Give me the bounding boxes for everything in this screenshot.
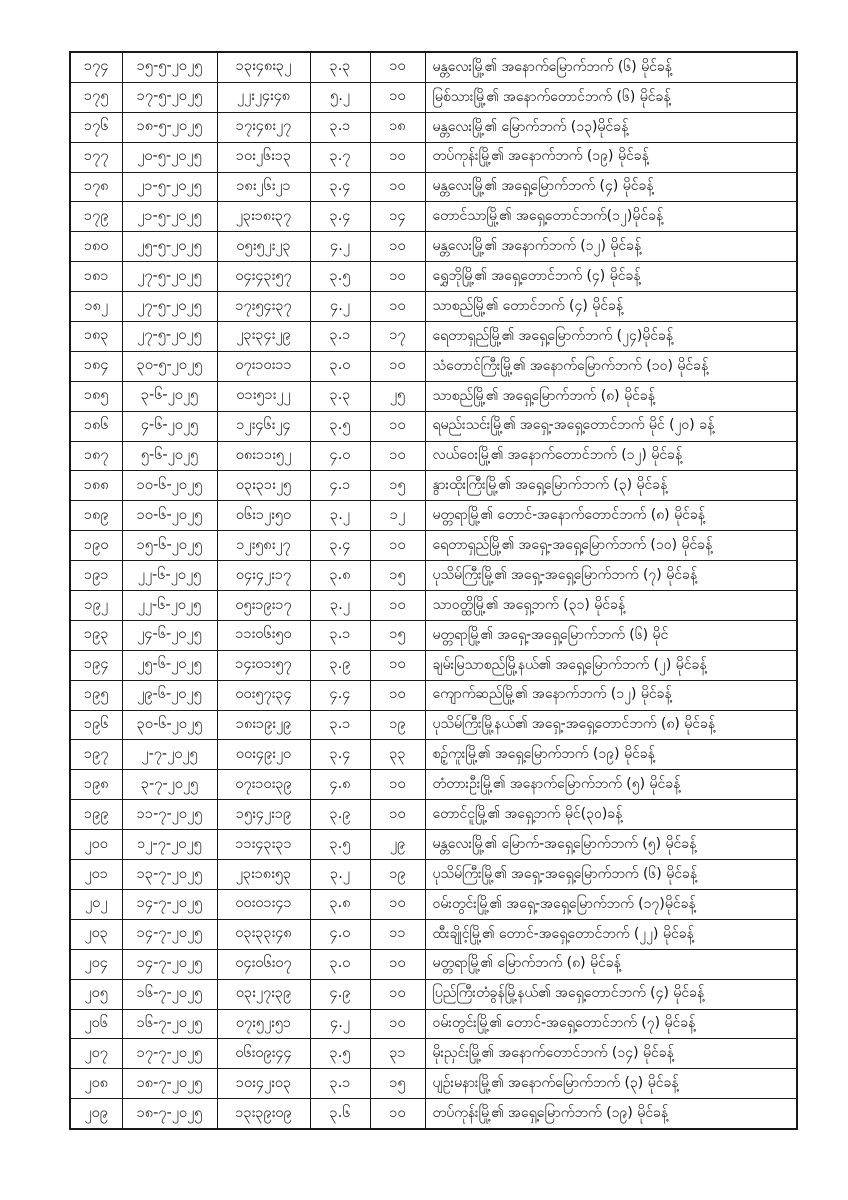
table-row bbox=[70, 351, 797, 381]
table-row bbox=[70, 1069, 797, 1099]
cell-magnitude: ၄.၀ bbox=[310, 441, 370, 471]
cell-time: ၁၂း၄၆း၂၄ bbox=[217, 411, 310, 441]
cell-date: ၂၇-၅-၂၀၂၅ bbox=[122, 322, 217, 352]
cell-time: ၁၈း၂၆း၂၁ bbox=[217, 172, 310, 202]
cell-time: ၁၁း၀၆း၅၀ bbox=[217, 620, 310, 650]
cell-magnitude: ၃.၃ bbox=[310, 52, 370, 82]
table-row bbox=[70, 531, 797, 561]
cell-time: ၀၈း၁၁း၅၂ bbox=[217, 441, 310, 471]
cell-time: ၁၅း၄၂း၁၉ bbox=[217, 800, 310, 830]
table-row bbox=[70, 1009, 797, 1039]
cell-time: ၁၃း၄၈း၃၂ bbox=[217, 52, 310, 82]
table-row bbox=[70, 949, 797, 979]
cell-location: သံတောင်ကြီးမြို့၏ အနောက်မြောက်ဘက် (၁၀) မိုင်ခန့် bbox=[425, 351, 797, 381]
cell-date: ၁၀-၆-၂၀၂၅ bbox=[122, 471, 217, 501]
cell-depth: ၁၇ bbox=[370, 322, 425, 352]
cell-location: ရေတာရှည်မြို့၏ အရှေ့-အရှေ့မြောက်ဘက် (၁၀) မိုင်ခန့် bbox=[425, 531, 797, 561]
cell-date: ၄-၆-၂၀၂၅ bbox=[122, 411, 217, 441]
cell-depth: ၁၀ bbox=[370, 82, 425, 112]
cell-date: ၁၁-၇-၂၀၂၅ bbox=[122, 800, 217, 830]
cell-date: ၁၄-၇-၂၀၂၅ bbox=[122, 919, 217, 949]
cell-row-number: ၂၀၆ bbox=[70, 1009, 122, 1039]
cell-magnitude: ၃.၀ bbox=[310, 949, 370, 979]
table-row bbox=[70, 202, 797, 232]
cell-depth: ၁၉ bbox=[370, 710, 425, 740]
table-row bbox=[70, 830, 797, 860]
cell-date: ၁၃-၇-၂၀၂၅ bbox=[122, 860, 217, 890]
cell-time: ၀၀း၄၉း၂၀ bbox=[217, 740, 310, 770]
cell-time: ၁၄း၀၁း၅၇ bbox=[217, 650, 310, 680]
cell-magnitude: ၃.၉ bbox=[310, 800, 370, 830]
table-row bbox=[70, 112, 797, 142]
cell-row-number: ၂၀၉ bbox=[70, 1099, 122, 1129]
cell-time: ၀၆း၁၂း၅၀ bbox=[217, 501, 310, 531]
cell-location: သာစည်မြို့၏ အရှေ့မြောက်ဘက် (၈) မိုင်ခန့် bbox=[425, 381, 797, 411]
table-row bbox=[70, 680, 797, 710]
table-row bbox=[70, 919, 797, 949]
cell-location: ရေတာရှည်မြို့၏ အရှေ့မြောက်ဘက် (၂၄)မိုင်ခန့် bbox=[425, 322, 797, 352]
table-row bbox=[70, 710, 797, 740]
cell-magnitude: ၃.၅ bbox=[310, 830, 370, 860]
cell-date: ၁၈-၇-၂၀၂၅ bbox=[122, 1099, 217, 1129]
cell-time: ၁၇း၄၈း၂၇ bbox=[217, 112, 310, 142]
cell-depth: ၁၀ bbox=[370, 650, 425, 680]
cell-location: နွားထိုးကြီးမြို့၏ အရှေ့မြောက်ဘက် (၃) မိုင်ခန့် bbox=[425, 471, 797, 501]
cell-time: ၂၃း၃၄း၂၉ bbox=[217, 322, 310, 352]
cell-row-number: ၁၉၇ bbox=[70, 740, 122, 770]
cell-date: ၂၅-၅-၂၀၂၅ bbox=[122, 232, 217, 262]
cell-time: ၀၄း၀၆း၀၇ bbox=[217, 949, 310, 979]
cell-location: သာစည်မြို့၏ တောင်ဘက် (၄) မိုင်ခန့် bbox=[425, 292, 797, 322]
cell-row-number: ၁၈၇ bbox=[70, 441, 122, 471]
cell-row-number: ၁၈၄ bbox=[70, 351, 122, 381]
cell-location: စဥ့်ကူးမြို့၏ အရှေ့မြောက်ဘက် (၁၉) မိုင်ခန့် bbox=[425, 740, 797, 770]
cell-time: ၂၂း၂၄း၄၈ bbox=[217, 82, 310, 112]
cell-magnitude: ၄.၂ bbox=[310, 1009, 370, 1039]
cell-depth: ၁၀ bbox=[370, 262, 425, 292]
cell-depth: ၁၀ bbox=[370, 1099, 425, 1129]
cell-location: ကျောက်ဆည်မြို့၏ အနောက်ဘက် (၁၂) မိုင်ခန့် bbox=[425, 680, 797, 710]
table-row bbox=[70, 82, 797, 112]
cell-depth: ၁၀ bbox=[370, 680, 425, 710]
cell-row-number: ၁၉၃ bbox=[70, 620, 122, 650]
cell-time: ၀၇း၅၂း၅၁ bbox=[217, 1009, 310, 1039]
cell-row-number: ၁၉၅ bbox=[70, 680, 122, 710]
table-row bbox=[70, 1039, 797, 1069]
cell-depth: ၁၀ bbox=[370, 800, 425, 830]
cell-magnitude: ၃.၀ bbox=[310, 351, 370, 381]
cell-date: ၁၄-၇-၂၀၂၅ bbox=[122, 889, 217, 919]
cell-location: ဝမ်းတွင်းမြို့၏ တောင်-အရှေ့တောင်ဘက် (၇) မိုင်ခန့် bbox=[425, 1009, 797, 1039]
cell-magnitude: ၃.၂ bbox=[310, 501, 370, 531]
cell-date: ၃၀-၆-၂၀၂၅ bbox=[122, 710, 217, 740]
cell-magnitude: ၃.၅ bbox=[310, 1039, 370, 1069]
cell-date: ၂၄-၆-၂၀၂၅ bbox=[122, 620, 217, 650]
cell-location: တပ်ကုန်းမြို့၏ အရှေ့မြောက်ဘက် (၁၉) မိုင်ခန့် bbox=[425, 1099, 797, 1129]
cell-time: ၁၃း၃၉း၀၉ bbox=[217, 1099, 310, 1129]
table-row bbox=[70, 650, 797, 680]
cell-location: တောင်သာမြို့၏ အရှေ့တောင်ဘက်(၁၂)မိုင်ခန့် bbox=[425, 202, 797, 232]
cell-magnitude: ၄.၁ bbox=[310, 471, 370, 501]
cell-depth: ၂၉ bbox=[370, 830, 425, 860]
cell-time: ၀၄း၄၃း၅၇ bbox=[217, 262, 310, 292]
cell-date: ၂၉-၆-၂၀၂၅ bbox=[122, 680, 217, 710]
cell-depth: ၃၃ bbox=[370, 740, 425, 770]
cell-depth: ၁၅ bbox=[370, 1069, 425, 1099]
table-row bbox=[70, 800, 797, 830]
cell-row-number: ၂၀၄ bbox=[70, 949, 122, 979]
cell-date: ၂-၇-၂၀၂၅ bbox=[122, 740, 217, 770]
cell-depth: ၁၉ bbox=[370, 860, 425, 890]
cell-row-number: ၁၈၀ bbox=[70, 232, 122, 262]
cell-date: ၁၆-၇-၂၀၂၅ bbox=[122, 1009, 217, 1039]
cell-time: ၁၀း၄၂း၀၃ bbox=[217, 1069, 310, 1099]
cell-location: ပုသိမ်ကြီးမြို့နယ်၏ အရှေ့-အရှေ့တောင်ဘက် (၈) မိုင်ခန့် bbox=[425, 710, 797, 740]
table-row bbox=[70, 561, 797, 591]
cell-date: ၂၂-၆-၂၀၂၅ bbox=[122, 561, 217, 591]
cell-row-number: ၁၈၂ bbox=[70, 292, 122, 322]
table-row bbox=[70, 770, 797, 800]
cell-date: ၁၈-၅-၂၀၂၅ bbox=[122, 112, 217, 142]
cell-time: ၀၁း၅၁း၂၂ bbox=[217, 381, 310, 411]
cell-magnitude: ၃.၁ bbox=[310, 710, 370, 740]
cell-depth: ၁၀ bbox=[370, 232, 425, 262]
cell-location: မန္တလေးမြို့၏ အရှေ့မြောက်ဘက် (၄) မိုင်ခန့် bbox=[425, 172, 797, 202]
cell-magnitude: ၃.၁ bbox=[310, 322, 370, 352]
cell-row-number: ၁၉၂ bbox=[70, 591, 122, 621]
cell-location: တပ်ကုန်းမြို့၏ အနောက်ဘက် (၁၉) မိုင်ခန့် bbox=[425, 142, 797, 172]
cell-magnitude: ၄.၉ bbox=[310, 979, 370, 1009]
cell-date: ၁၅-၅-၂၀၂၅ bbox=[122, 52, 217, 82]
table-row bbox=[70, 322, 797, 352]
cell-depth: ၁၀ bbox=[370, 142, 425, 172]
cell-row-number: ၂၀၈ bbox=[70, 1069, 122, 1099]
cell-row-number: ၂၀၇ bbox=[70, 1039, 122, 1069]
cell-time: ၁၂း၅၈း၂၇ bbox=[217, 531, 310, 561]
cell-time: ၀၄း၄၂း၁၇ bbox=[217, 561, 310, 591]
cell-date: ၂၇-၅-၂၀၂၅ bbox=[122, 292, 217, 322]
cell-location: မန္တလေးမြို့၏ မြောက်ဘက် (၁၃)မိုင်ခန့် bbox=[425, 112, 797, 142]
cell-row-number: ၁၈၁ bbox=[70, 262, 122, 292]
table-row bbox=[70, 172, 797, 202]
cell-time: ၁၈း၁၉း၂၉ bbox=[217, 710, 310, 740]
cell-location: တံတားဦးမြို့၏ အနောက်မြောက်ဘက် (၅) မိုင်ခန့် bbox=[425, 770, 797, 800]
table-row bbox=[70, 501, 797, 531]
cell-date: ၃-၆-၂၀၂၅ bbox=[122, 381, 217, 411]
cell-depth: ၂၅ bbox=[370, 381, 425, 411]
cell-depth: ၃၁ bbox=[370, 1039, 425, 1069]
cell-magnitude: ၄.၄ bbox=[310, 680, 370, 710]
cell-depth: ၁၈ bbox=[370, 112, 425, 142]
cell-magnitude: ၃.၉ bbox=[310, 650, 370, 680]
cell-location: မတ္တရာမြို့၏ မြောက်ဘက် (၈) မိုင်ခန့် bbox=[425, 949, 797, 979]
cell-location: မတ္တရာမြို့၏ တောင်-အနောက်တောင်ဘက် (၈) မိုင်ခန့် bbox=[425, 501, 797, 531]
cell-depth: ၁၁ bbox=[370, 919, 425, 949]
cell-location: ပျဥ်းမနားမြို့၏ အနောက်မြောက်ဘက် (၃) မိုင်ခန့် bbox=[425, 1069, 797, 1099]
cell-location: မြစ်သားမြို့၏ အနောက်တောင်ဘက် (၆) မိုင်ခန့် bbox=[425, 82, 797, 112]
cell-depth: ၁၀ bbox=[370, 411, 425, 441]
cell-location: မတ္တရာမြို့၏ အရှေ့-အရှေ့မြောက်ဘက် (၆) မိုင် bbox=[425, 620, 797, 650]
cell-time: ၁၀း၂၆း၁၃ bbox=[217, 142, 310, 172]
cell-date: ၂၇-၅-၂၀၂၅ bbox=[122, 262, 217, 292]
cell-magnitude: ၃.၁ bbox=[310, 112, 370, 142]
cell-location: တောင်ငူမြို့၏ အရှေ့ဘက် မိုင်(၃၀)ခန့် bbox=[425, 800, 797, 830]
cell-row-number: ၁၇၄ bbox=[70, 52, 122, 82]
table-row bbox=[70, 889, 797, 919]
cell-location: ထီးချိုင့်မြို့၏ တောင်-အရှေ့တောင်ဘက် (၂၂) မိုင်ခန့် bbox=[425, 919, 797, 949]
cell-time: ၀၅း၁၉း၁၇ bbox=[217, 591, 310, 621]
cell-row-number: ၁၉၈ bbox=[70, 770, 122, 800]
table-row bbox=[70, 142, 797, 172]
cell-depth: ၁၄ bbox=[370, 202, 425, 232]
cell-magnitude: ၃.၅ bbox=[310, 411, 370, 441]
table-row bbox=[70, 979, 797, 1009]
cell-time: ၀၇း၁၀း၃၉ bbox=[217, 770, 310, 800]
cell-row-number: ၁၉၀ bbox=[70, 531, 122, 561]
table-row bbox=[70, 620, 797, 650]
cell-row-number: ၂၀၁ bbox=[70, 860, 122, 890]
cell-date: ၂၅-၆-၂၀၂၅ bbox=[122, 650, 217, 680]
cell-magnitude: ၃.၄ bbox=[310, 172, 370, 202]
cell-row-number: ၂၀၂ bbox=[70, 889, 122, 919]
cell-depth: ၁၅ bbox=[370, 561, 425, 591]
table-row bbox=[70, 381, 797, 411]
cell-location: ပုသိမ်ကြီးမြို့၏ အရှေ့-အရှေ့မြောက်ဘက် (၇) မိုင်ခန့် bbox=[425, 561, 797, 591]
cell-location: ပုသိမ်ကြီးမြို့၏ အရှေ့-အရှေ့မြောက်ဘက် (၆) မိုင်ခန့် bbox=[425, 860, 797, 890]
cell-depth: ၁၀ bbox=[370, 351, 425, 381]
cell-depth: ၁၂ bbox=[370, 501, 425, 531]
cell-time: ၁၇း၅၄း၃၇ bbox=[217, 292, 310, 322]
cell-time: ၂၃း၁၈း၅၃ bbox=[217, 860, 310, 890]
cell-row-number: ၁၉၁ bbox=[70, 561, 122, 591]
cell-magnitude: ၃.၈ bbox=[310, 561, 370, 591]
cell-magnitude: ၃.၄ bbox=[310, 531, 370, 561]
table-row bbox=[70, 441, 797, 471]
cell-magnitude: ၃.၇ bbox=[310, 142, 370, 172]
cell-time: ၀၀း၀၁း၄၁ bbox=[217, 889, 310, 919]
table-row bbox=[70, 471, 797, 501]
cell-magnitude: ၃.၄ bbox=[310, 202, 370, 232]
cell-time: ၀၅း၅၂း၂၃ bbox=[217, 232, 310, 262]
cell-magnitude: ၃.၈ bbox=[310, 889, 370, 919]
table-row bbox=[70, 262, 797, 292]
earthquake-table bbox=[69, 51, 798, 1130]
table-row bbox=[70, 52, 797, 82]
cell-magnitude: ၃.၄ bbox=[310, 740, 370, 770]
cell-depth: ၁၀ bbox=[370, 979, 425, 1009]
cell-row-number: ၁၈၆ bbox=[70, 411, 122, 441]
cell-date: ၂၁-၅-၂၀၂၅ bbox=[122, 172, 217, 202]
table-row bbox=[70, 411, 797, 441]
cell-magnitude: ၃.၁ bbox=[310, 620, 370, 650]
table-row bbox=[70, 591, 797, 621]
cell-date: ၂၀-၅-၂၀၂၅ bbox=[122, 142, 217, 172]
cell-time: ၂၃း၁၈း၃၇ bbox=[217, 202, 310, 232]
cell-date: ၁၆-၇-၂၀၂၅ bbox=[122, 979, 217, 1009]
cell-depth: ၁၀ bbox=[370, 889, 425, 919]
cell-row-number: ၁၈၅ bbox=[70, 381, 122, 411]
cell-date: ၁၀-၆-၂၀၂၅ bbox=[122, 501, 217, 531]
cell-date: ၁၇-၅-၂၀၂၅ bbox=[122, 82, 217, 112]
cell-magnitude: ၅.၂ bbox=[310, 82, 370, 112]
cell-magnitude: ၃.၅ bbox=[310, 262, 370, 292]
cell-location: လယ်ဝေးမြို့၏ အနောက်တောင်ဘက် (၁၂) မိုင်ခန့် bbox=[425, 441, 797, 471]
cell-magnitude: ၃.၁ bbox=[310, 1069, 370, 1099]
cell-magnitude: ၄.၂ bbox=[310, 232, 370, 262]
cell-magnitude: ၄.၈ bbox=[310, 770, 370, 800]
cell-depth: ၁၀ bbox=[370, 52, 425, 82]
cell-depth: ၁၀ bbox=[370, 531, 425, 561]
cell-date: ၃၀-၅-၂၀၂၅ bbox=[122, 351, 217, 381]
cell-date: ၂၂-၆-၂၀၂၅ bbox=[122, 591, 217, 621]
table-row bbox=[70, 860, 797, 890]
cell-date: ၁၇-၇-၂၀၂၅ bbox=[122, 1039, 217, 1069]
cell-time: ၀၃း၃၃း၄၈ bbox=[217, 919, 310, 949]
cell-row-number: ၁၇၇ bbox=[70, 142, 122, 172]
cell-location: ရွှေဘိုမြို့၏ အရှေ့တောင်ဘက် (၄) မိုင်ခန့် bbox=[425, 262, 797, 292]
cell-depth: ၁၀ bbox=[370, 172, 425, 202]
cell-depth: ၁၀ bbox=[370, 292, 425, 322]
cell-date: ၁၄-၇-၂၀၂၅ bbox=[122, 949, 217, 979]
cell-magnitude: ၃.၃ bbox=[310, 381, 370, 411]
cell-row-number: ၂၀၀ bbox=[70, 830, 122, 860]
table-row bbox=[70, 292, 797, 322]
cell-location: ချမ်းမြသာစည်မြို့နယ်၏ အရှေ့မြောက်ဘက် (၂) မိုင်ခန့် bbox=[425, 650, 797, 680]
cell-location: ပြည်ကြီးတံခွန်မြို့နယ်၏ အရှေ့တောင်ဘက် (၄) မိုင်ခန့် bbox=[425, 979, 797, 1009]
cell-depth: ၁၅ bbox=[370, 471, 425, 501]
table-row bbox=[70, 1099, 797, 1129]
cell-magnitude: ၃.၆ bbox=[310, 1099, 370, 1129]
cell-time: ၁၁း၄၃း၃၁ bbox=[217, 830, 310, 860]
cell-location: မန္တလေးမြို့၏ မြောက်-အရှေ့မြောက်ဘက် (၅) မိုင်ခန့် bbox=[425, 830, 797, 860]
cell-row-number: ၁၉၉ bbox=[70, 800, 122, 830]
earthquake-table-body bbox=[70, 52, 797, 1129]
table-row bbox=[70, 232, 797, 262]
cell-location: သာဝတ္ထိမြို့၏ အရှေ့ဘက် (၃၁) မိုင်ခန့် bbox=[425, 591, 797, 621]
cell-depth: ၁၀ bbox=[370, 770, 425, 800]
cell-date: ၂၁-၅-၂၀၂၅ bbox=[122, 202, 217, 232]
cell-row-number: ၁၇၆ bbox=[70, 112, 122, 142]
cell-depth: ၁၀ bbox=[370, 441, 425, 471]
cell-time: ၀၆း၀၉း၄၄ bbox=[217, 1039, 310, 1069]
cell-date: ၁၅-၆-၂၀၂၅ bbox=[122, 531, 217, 561]
cell-depth: ၁၀ bbox=[370, 1009, 425, 1039]
cell-time: ၀၀း၅၇း၃၄ bbox=[217, 680, 310, 710]
cell-location: ဝမ်းတွင်းမြို့၏ အရှေ့-အရှေ့မြောက်ဘက် (၁၇)မိုင်ခန့် bbox=[425, 889, 797, 919]
cell-row-number: ၁၉၆ bbox=[70, 710, 122, 740]
cell-depth: ၁၀ bbox=[370, 591, 425, 621]
cell-date: ၃-၇-၂၀၂၅ bbox=[122, 770, 217, 800]
cell-depth: ၁၅ bbox=[370, 620, 425, 650]
cell-depth: ၁၀ bbox=[370, 949, 425, 979]
cell-row-number: ၂၀၅ bbox=[70, 979, 122, 1009]
cell-row-number: ၁၈၈ bbox=[70, 471, 122, 501]
cell-time: ၀၃း၃၁း၂၅ bbox=[217, 471, 310, 501]
cell-row-number: ၂၀၃ bbox=[70, 919, 122, 949]
cell-location: မိုးညှင်းမြို့၏ အနောက်တောင်ဘက် (၁၄) မိုင်ခန့် bbox=[425, 1039, 797, 1069]
cell-row-number: ၁၈၉ bbox=[70, 501, 122, 531]
cell-row-number: ၁၇၉ bbox=[70, 202, 122, 232]
cell-time: ၀၇း၁၀း၁၁ bbox=[217, 351, 310, 381]
cell-date: ၅-၆-၂၀၂၅ bbox=[122, 441, 217, 471]
cell-magnitude: ၃.၂ bbox=[310, 591, 370, 621]
cell-date: ၁၈-၇-၂၀၂၅ bbox=[122, 1069, 217, 1099]
cell-magnitude: ၄.၂ bbox=[310, 292, 370, 322]
cell-magnitude: ၄.၀ bbox=[310, 919, 370, 949]
cell-row-number: ၁၉၄ bbox=[70, 650, 122, 680]
cell-location: မန္တလေးမြို့၏ အနောက်မြောက်ဘက် (၆) မိုင်ခန့် bbox=[425, 52, 797, 82]
cell-row-number: ၁၇၈ bbox=[70, 172, 122, 202]
cell-row-number: ၁၇၅ bbox=[70, 82, 122, 112]
cell-location: မန္တလေးမြို့၏ အနောက်ဘက် (၁၂) မိုင်ခန့် bbox=[425, 232, 797, 262]
cell-location: ရမည်းသင်းမြို့၏ အရှေ့-အရှေ့တောင်ဘက် မိုင် (၂၀) ခန့် bbox=[425, 411, 797, 441]
cell-row-number: ၁၈၃ bbox=[70, 322, 122, 352]
table-row bbox=[70, 740, 797, 770]
cell-magnitude: ၃.၂ bbox=[310, 860, 370, 890]
cell-date: ၁၂-၇-၂၀၂၅ bbox=[122, 830, 217, 860]
cell-time: ၀၃း၂၇း၃၉ bbox=[217, 979, 310, 1009]
